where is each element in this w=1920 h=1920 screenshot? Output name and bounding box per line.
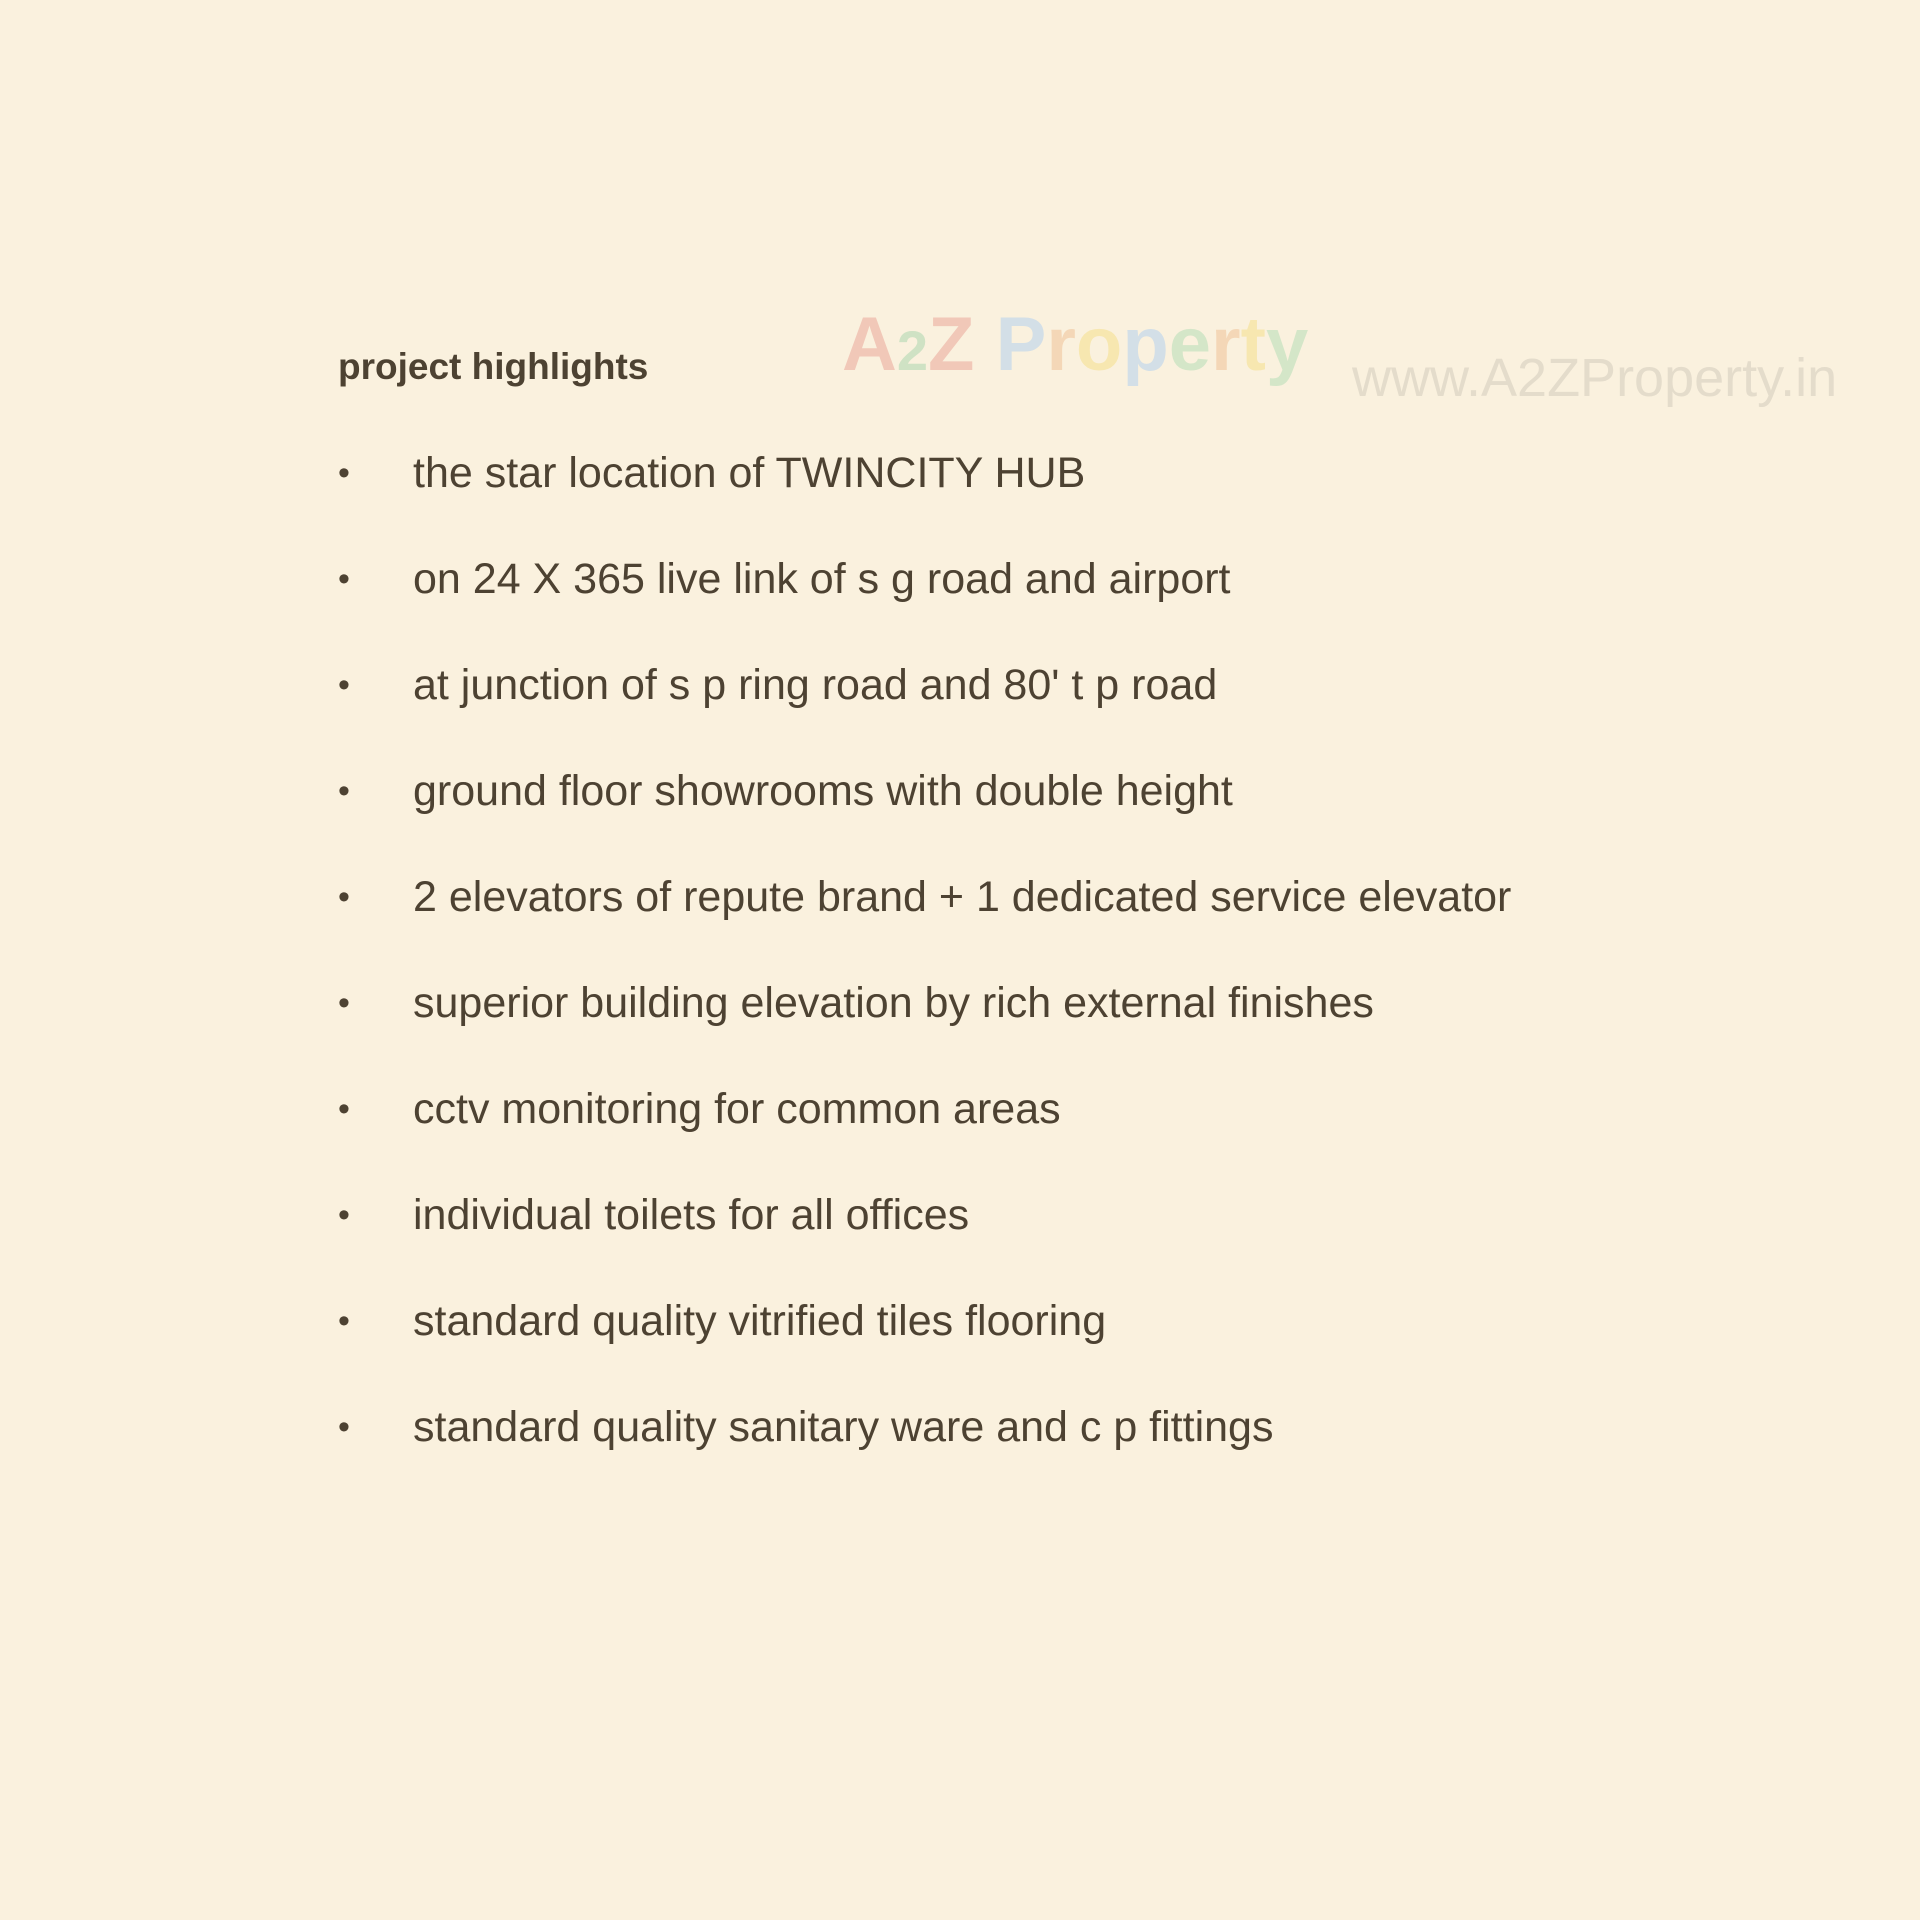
bullet-icon: • <box>338 1090 350 1128</box>
list-item <box>338 546 1511 652</box>
bullet-icon: • <box>338 560 350 598</box>
list-item <box>338 1076 1511 1182</box>
watermark-url: www.A2ZProperty.in <box>1352 348 1838 408</box>
list-item-text: cctv monitoring for common areas <box>413 1085 1061 1133</box>
list-item-text: standard quality vitrified tiles flooring <box>413 1297 1107 1345</box>
list-item-text: standard quality sanitary ware and c p fittings <box>413 1403 1274 1451</box>
watermark-letter: A <box>842 302 897 387</box>
watermark-letter: o <box>1075 302 1123 387</box>
bullet-icon: • <box>338 772 350 810</box>
bullet-icon: • <box>338 666 350 704</box>
bullet-icon: • <box>338 1408 350 1446</box>
watermark-letter: Z <box>928 302 975 387</box>
watermark-letter <box>974 300 995 390</box>
bullet-icon: • <box>338 1302 350 1340</box>
list-item-text: superior building elevation by rich external finishes <box>413 979 1374 1027</box>
watermark-logo <box>842 300 1308 396</box>
watermark-letter: r <box>1211 302 1241 387</box>
list-item <box>338 1394 1511 1500</box>
watermark-letter: 2 <box>896 319 929 382</box>
list-item <box>338 864 1511 970</box>
page-title: project highlights <box>338 346 649 387</box>
watermark-letter: p <box>1122 302 1169 387</box>
list-item <box>338 652 1511 758</box>
list-item <box>338 1182 1511 1288</box>
list-item-text: at junction of s p ring road and 80' t p road <box>413 661 1218 709</box>
list-item <box>338 758 1511 864</box>
list-item <box>338 1288 1511 1394</box>
list-item-text: on 24 X 365 live link of s g road and airport <box>413 555 1231 603</box>
list-item-text: 2 elevators of repute brand + 1 dedicated service elevator <box>413 873 1512 921</box>
watermark-letter: y <box>1265 302 1309 387</box>
list-item <box>338 440 1511 546</box>
watermark-letter: P <box>995 302 1047 387</box>
list-item-text: the star location of TWINCITY HUB <box>413 449 1086 497</box>
watermark-letter: e <box>1168 302 1212 387</box>
bullet-icon: • <box>338 454 350 492</box>
watermark-letter: t <box>1240 302 1266 387</box>
list-item-text: ground floor showrooms with double height <box>413 767 1233 815</box>
list-item-text: individual toilets for all offices <box>413 1191 970 1239</box>
highlights-list <box>338 440 1511 1500</box>
bullet-icon: • <box>338 1196 350 1234</box>
bullet-icon: • <box>338 878 350 916</box>
watermark-letter: r <box>1046 302 1076 387</box>
list-item <box>338 970 1511 1076</box>
bullet-icon: • <box>338 984 350 1022</box>
